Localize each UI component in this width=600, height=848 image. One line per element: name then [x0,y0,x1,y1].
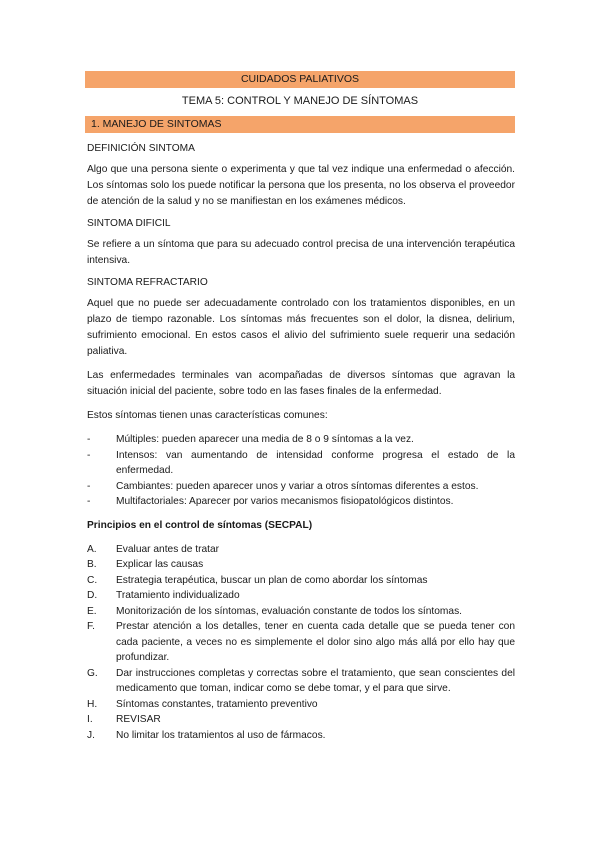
difficult-symptom-text: Se refiere a un síntoma que para su adecuado control precisa de una intervención terapéutica intensiva. [87,239,515,266]
characteristic-item [87,494,515,510]
principle-item-text: No limitar los tratamientos al uso de fármacos. [116,729,326,741]
characteristics-list [87,432,515,510]
common-characteristics-intro: Estos síntomas tienen unas características comunes: [87,410,328,421]
characteristic-item-marker: - [87,496,91,507]
principle-item-marker: J. [87,729,95,741]
principle-item [87,604,515,620]
principle-item-text: Dar instrucciones completas y correctas sobre el tratamiento, que sean conscientes del medicamento que toman, indicar como se debe tomar, y el para que sirve. [116,667,515,694]
characteristic-item [87,432,515,448]
principle-item-marker: E. [87,605,97,617]
principle-item [87,666,515,697]
principle-item-marker: A. [87,543,97,555]
principle-item [87,712,515,728]
principle-item [87,619,515,666]
principle-item [87,573,515,589]
difficult-symptom-heading: SINTOMA DIFICIL [87,218,171,229]
characteristic-item [87,448,515,479]
principle-item-text: Monitorización de los síntomas, evaluación constante de todos los síntomas. [116,605,462,617]
principle-item-marker: B. [87,559,97,570]
section-heading: 1. MANEJO DE SINTOMAS [85,116,515,133]
topic-title: TEMA 5: CONTROL Y MANEJO DE SÍNTOMAS [181,95,419,107]
page-content [85,71,515,751]
refractory-symptom-heading: SINTOMA REFRACTARIO [87,277,208,288]
principle-item-text: Síntomas constantes, tratamiento preventivo [116,698,318,710]
principles-list [87,542,515,744]
principle-item-marker: G. [87,667,98,679]
principle-item-text: Tratamiento individualizado [116,590,240,601]
principle-item [87,557,515,573]
principle-item-text: Explicar las causas [116,559,204,570]
definition-text: Algo que una persona siente o experimenta y que tal vez indique una enfermedad o afección. Los síntomas solo los puede notificar la persona que los presenta, no los observa el proveedor de atención de la salud y no se manifiestan en los exámenes médicos. [87,164,515,207]
principle-item-marker: H. [87,698,98,710]
principle-item [87,697,515,713]
principle-item-text: Estrategia terapéutica, buscar un plan de como abordar los síntomas [116,574,428,586]
principle-item-text: REVISAR [116,714,161,725]
principle-item-marker: I. [87,714,93,725]
principle-item-marker: D. [87,590,98,601]
characteristic-item [87,479,515,495]
characteristic-item-text: Multifactoriales: Aparecer por varios mecanismos fisiopatológicos distintos. [116,496,454,507]
terminal-illness-text: Las enfermedades terminales van acompañadas de diversos síntomas que agravan la situación inicial del paciente, sobre todo en las fases finales de la enfermedad. [87,370,515,397]
principle-item-text: Evaluar antes de tratar [116,543,220,555]
principles-heading: Principios en el control de síntomas (SECPAL) [87,519,313,531]
principle-item-text: Prestar atención a los detalles, tener en cuenta cada detalle que se pueda tener con cada paciente, a veces no es simplemente el dolor sino algo más allá por ello hay que profundizar. [116,621,515,663]
characteristic-item-text: Múltiples: pueden aparecer una media de 8 o 9 síntomas a la vez. [116,434,414,445]
characteristic-item-marker: - [87,434,91,445]
characteristic-item-marker: - [87,480,91,492]
characteristic-item-marker: - [87,449,91,461]
course-header: CUIDADOS PALIATIVOS [85,71,515,88]
principle-item [87,542,515,558]
principle-item-marker: F. [87,621,95,632]
principle-item-marker: C. [87,574,98,586]
characteristic-item-text: Cambiantes: pueden aparecer unos y variar a otros síntomas diferentes a estos. [116,480,479,492]
principle-item [87,728,515,744]
characteristic-item-text: Intensos: van aumentando de intensidad conforme progresa el estado de la enfermedad. [116,449,515,476]
principle-item [87,588,515,604]
refractory-symptom-text: Aquel que no puede ser adecuadamente controlado con los tratamientos disponibles, en un plazo de tiempo razonable. Los síntomas más frecuentes son el dolor, la disnea, delirium, sufrimiento emocional. En estos casos el alivio del sufrimiento suele requerir una sedación paliativa. [87,298,515,357]
definition-heading: DEFINICIÓN SINTOMA [87,143,195,154]
